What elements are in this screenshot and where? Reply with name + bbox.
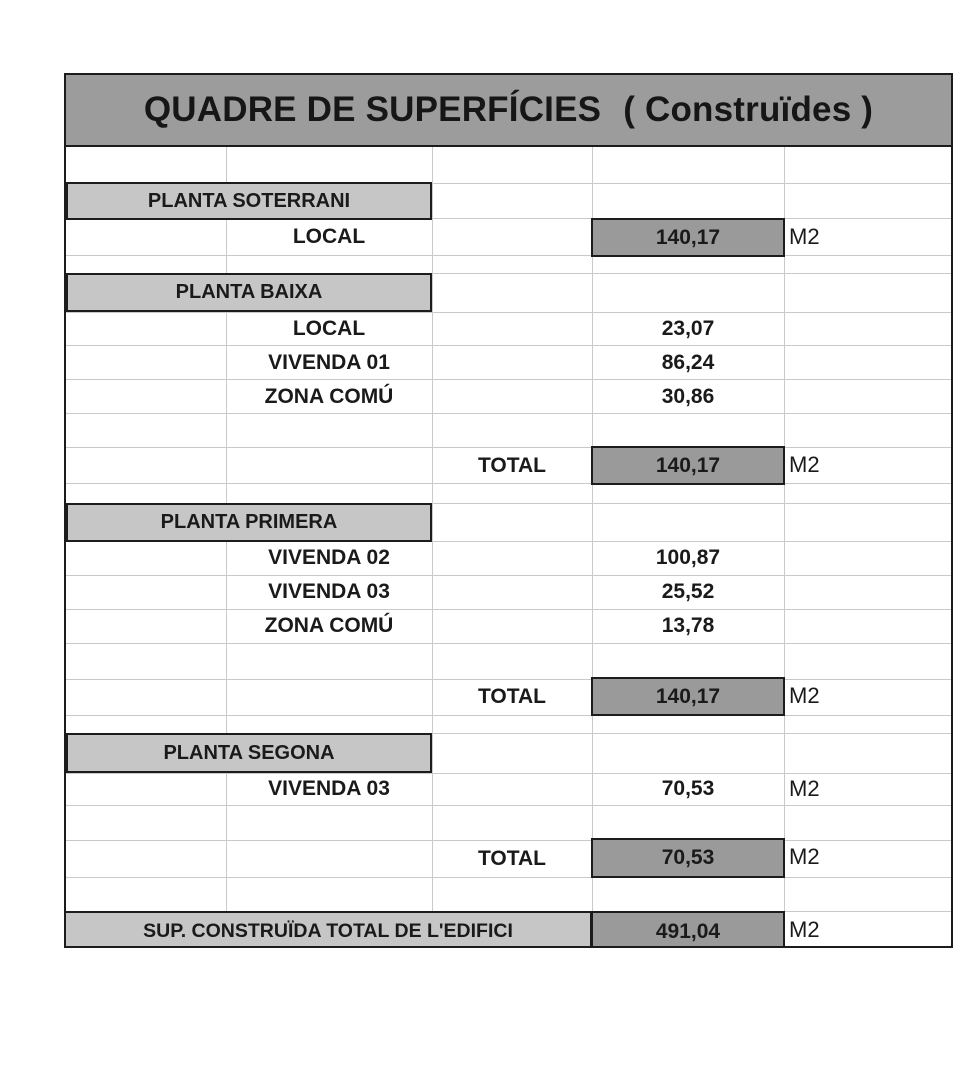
value-box: 140,17 (591, 218, 785, 257)
total-value-box: 140,17 (591, 446, 785, 485)
row-value: 100,87 (655, 546, 721, 569)
unit-label: M2 (789, 776, 820, 801)
section-header-segona: PLANTA SEGONA (66, 733, 432, 773)
row-label: VIVENDA 02 (268, 546, 390, 569)
total-value-box: 140,17 (591, 677, 785, 716)
grand-total-value-box: 491,04 (591, 911, 785, 948)
title-main: QUADRE DE SUPERFÍCIES (143, 90, 602, 129)
row-value: 30,86 (661, 385, 715, 408)
row-value: 25,52 (661, 580, 715, 603)
unit-label: M2 (789, 452, 820, 477)
table-title (66, 75, 951, 147)
row-label: ZONA COMÚ (264, 614, 394, 637)
total-label: TOTAL (477, 453, 547, 477)
unit-label: M2 (789, 844, 820, 869)
total-label: TOTAL (477, 846, 547, 870)
row-label: ZONA COMÚ (264, 385, 394, 408)
row-label: VIVENDA 01 (268, 351, 390, 374)
row-label: VIVENDA 03 (268, 777, 390, 800)
row-value: 86,24 (661, 351, 715, 374)
section-header-soterrani: PLANTA SOTERRANI (66, 182, 432, 220)
grand-total-label: SUP. CONSTRUÏDA TOTAL DE L'EDIFICI (66, 911, 592, 948)
total-label: TOTAL (477, 685, 547, 708)
unit-label: M2 (789, 224, 820, 249)
row-value: 23,07 (661, 317, 715, 340)
row-value: 13,78 (661, 614, 715, 637)
total-value-box: 70,53 (591, 838, 785, 878)
row-label: LOCAL (292, 317, 366, 340)
row-label: LOCAL (292, 225, 366, 248)
unit-label: M2 (789, 683, 820, 708)
row-value: 70,53 (661, 777, 715, 800)
row-label: VIVENDA 03 (268, 580, 390, 603)
unit-label: M2 (789, 917, 820, 942)
surface-table (64, 73, 953, 948)
title-subtitle: ( Construïdes ) (623, 90, 874, 129)
section-header-primera: PLANTA PRIMERA (66, 503, 432, 542)
section-header-baixa: PLANTA BAIXA (66, 273, 432, 312)
